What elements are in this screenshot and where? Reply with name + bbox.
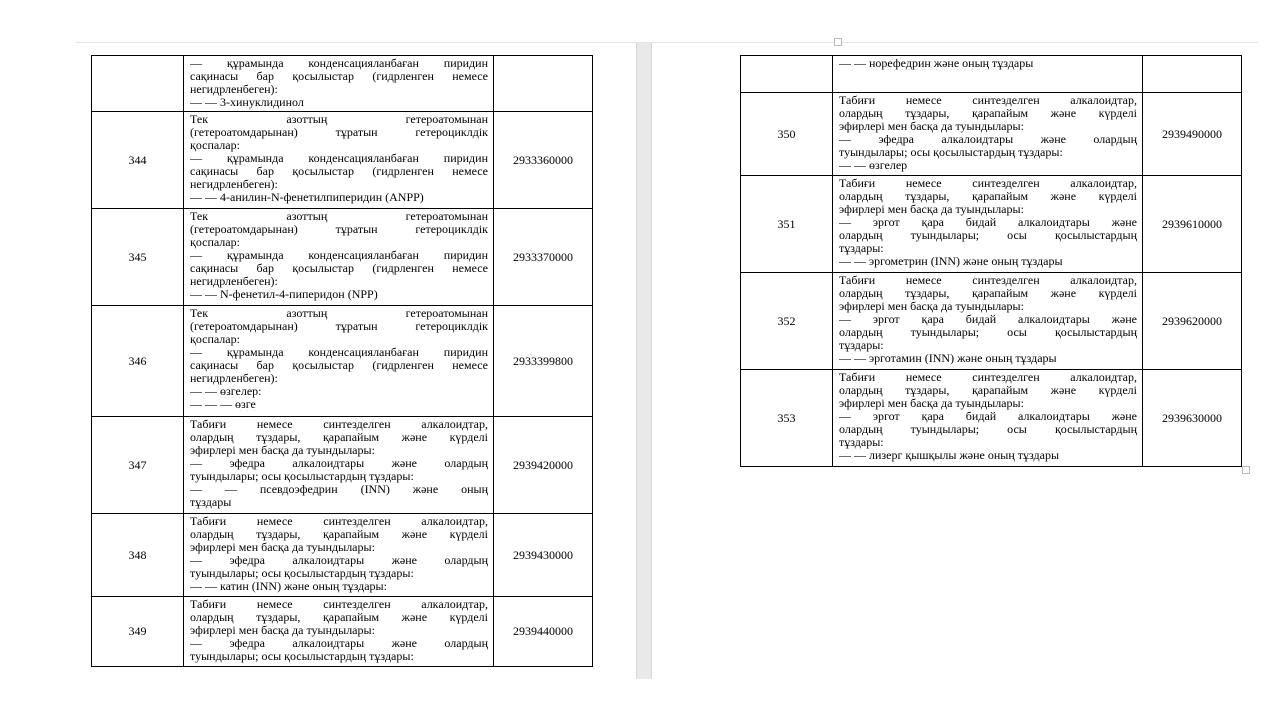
description-line: туындылары; осы қосылыстардың тұздары: [190, 470, 414, 483]
hs-code: 2939490000 [1143, 93, 1242, 176]
row-number: 347 [92, 417, 184, 514]
description-line: Тек азоттың гетероатомынан [190, 113, 488, 126]
description-line: — — катин (INN) және оның тұздары: [190, 580, 387, 593]
description-line: тұздары: [839, 436, 884, 449]
hs-code: 2939610000 [1143, 176, 1242, 273]
table-row [92, 597, 593, 667]
description-line: — құрамында конденсацияланбаған пиридин [190, 249, 488, 262]
hs-code: 2939430000 [494, 514, 593, 597]
description-line: сақинасы бар қосылыстар (гидрленген немесе [190, 165, 488, 178]
hs-code: 2933370000 [494, 209, 593, 306]
spellcheck-underlined-word: өзгелер [869, 159, 908, 172]
description-line: — эфедра алкалоидтары және олардың [190, 457, 488, 470]
description-line: — — өзгелер: [190, 385, 262, 398]
row-number: 348 [92, 514, 184, 597]
description-line: Табиғи немесе синтезделген алкалоидтар, [839, 94, 1137, 107]
description-line: — — — өзге [190, 398, 256, 411]
description-line: туындылары; осы қосылыстардың тұздары: [190, 567, 414, 580]
table-row [741, 176, 1242, 273]
description-line: — — N-фенетил-4-пиперидон (NPP) [190, 288, 378, 301]
description-line: (гетероатомдарынан) тұратын гетероциклдік [190, 320, 488, 333]
description-line: Табиғи немесе синтезделген алкалоидтар, [190, 515, 488, 528]
description-line: (гетероатомдарынан) тұратын гетероциклдік [190, 126, 488, 139]
table-row [92, 514, 593, 597]
description-line: эфирлері мен басқа да туындылары: [839, 120, 1024, 133]
table-row [741, 273, 1242, 370]
row-number: 350 [741, 93, 833, 176]
row-number: 351 [741, 176, 833, 273]
description-line: Табиғи немесе синтезделген алкалоидтар, [839, 274, 1137, 287]
description-line: олардың тұздары, қарапайым және күрделі [839, 287, 1137, 300]
description-line: олардың туындылары; осы қосылыстардың [839, 326, 1137, 339]
description-line: — құрамында конденсацияланбаған пиридин [190, 57, 488, 70]
description-line: сақинасы бар қосылыстар (гидрленген немесе [190, 70, 488, 83]
row-number: 353 [741, 370, 833, 467]
description-line: негидрленбеген): [190, 275, 278, 288]
goods-description[interactable] [833, 56, 1143, 93]
row-number: 344 [92, 112, 184, 209]
description-line: — — өзгелер [839, 159, 908, 172]
goods-description[interactable] [184, 514, 494, 597]
description-line: — эфедра алкалоидтары және олардың [190, 637, 488, 650]
hs-code [1143, 56, 1242, 93]
row-number: 352 [741, 273, 833, 370]
description-line: — — 4-анилин-N-фенетилпиперидин (ANPP) [190, 191, 424, 204]
description-line: эфирлері мен басқа да туындылары: [190, 541, 375, 554]
description-line: — — 3-хинуклидинол [190, 96, 304, 109]
description-line: олардың тұздары, қарапайым және күрделі [190, 528, 488, 541]
table-row [92, 209, 593, 306]
table-row [741, 56, 1242, 93]
table-row [92, 306, 593, 417]
row-number: 346 [92, 306, 184, 417]
description-line: тұздары: [839, 339, 884, 352]
description-line: — эргот қара бидай алкалоидтары және [839, 410, 1137, 423]
hs-code: 2939620000 [1143, 273, 1242, 370]
description-line: олардың тұздары, қарапайым және күрделі [190, 431, 488, 444]
description-line: негидрленбеген): [190, 178, 278, 191]
description-line: қоспалар: [190, 333, 240, 346]
description-line: олардың тұздары, қарапайым және күрделі [839, 107, 1137, 120]
table-row [92, 56, 593, 112]
description-line: эфирлері мен басқа да туындылары: [839, 397, 1024, 410]
left-page-table [91, 55, 593, 667]
description-line: — — псевдоэфедрин (INN) және оның [190, 483, 488, 496]
table-row [741, 370, 1242, 467]
description-line: қоспалар: [190, 139, 240, 152]
row-number [741, 56, 833, 93]
description-line: сақинасы бар қосылыстар (гидрленген немесе [190, 359, 488, 372]
spellcheck-underlined-word: өзге [235, 398, 256, 411]
goods-description[interactable] [184, 209, 494, 306]
description-line: Табиғи немесе синтезделген алкалоидтар, [839, 371, 1137, 384]
goods-description[interactable] [833, 176, 1143, 273]
description-line: олардың туындылары; осы қосылыстардың [839, 229, 1137, 242]
description-line: эфирлері мен басқа да туындылары: [839, 203, 1024, 216]
description-line: — құрамында конденсацияланбаған пиридин [190, 346, 488, 359]
goods-description[interactable] [184, 306, 494, 417]
description-line: эфирлері мен басқа да туындылары: [839, 300, 1024, 313]
description-line: негидрленбеген): [190, 372, 278, 385]
page-top-edge [76, 42, 1258, 43]
description-line: олардың туындылары; осы қосылыстардың [839, 423, 1137, 436]
right-page-table [740, 55, 1242, 467]
goods-description[interactable] [184, 417, 494, 514]
spellcheck-underlined-word: өзгелер [220, 385, 259, 398]
table-move-handle[interactable] [834, 38, 842, 46]
hs-code: 2933399800 [494, 306, 593, 417]
hs-code: 2939440000 [494, 597, 593, 667]
spellcheck-underlined-word: норефедрин және оның тұздары [869, 57, 1034, 70]
description-line: қоспалар: [190, 236, 240, 249]
description-line: Тек азоттың гетероатомынан [190, 210, 488, 223]
description-line: — эфедра алкалоидтары және олардың [839, 133, 1137, 146]
description-line: Табиғи немесе синтезделген алкалоидтар, [190, 598, 488, 611]
row-number: 345 [92, 209, 184, 306]
description-line: олардың тұздары, қарапайым және күрделі [190, 611, 488, 624]
hs-code [494, 56, 593, 112]
table-row [92, 417, 593, 514]
goods-description[interactable] [184, 112, 494, 209]
table-row [741, 93, 1242, 176]
row-number [92, 56, 184, 112]
goods-description[interactable] [184, 56, 494, 112]
row-number: 349 [92, 597, 184, 667]
hs-code: 2939630000 [1143, 370, 1242, 467]
description-line: — эргот қара бидай алкалоидтары және [839, 313, 1137, 326]
goods-description[interactable] [833, 93, 1143, 176]
goods-description[interactable] [833, 370, 1143, 467]
description-line: — эргот қара бидай алкалоидтары және [839, 216, 1137, 229]
description-line: — — лизерг қышқылы және оның тұздары [839, 449, 1060, 462]
description-line: Табиғи немесе синтезделген алкалоидтар, [839, 177, 1137, 190]
hs-code: 2933360000 [494, 112, 593, 209]
table-resize-handle[interactable] [1242, 466, 1250, 474]
description-line: — — эргометрин (INN) және оның тұздары [839, 255, 1063, 268]
description-line: эфирлері мен басқа да туындылары: [190, 624, 375, 637]
description-line: Тек азоттың гетероатомынан [190, 307, 488, 320]
description-line: туындылары; осы қосылыстардың тұздары: [190, 650, 414, 663]
page-gutter [636, 43, 652, 679]
description-line: тұздары: [839, 242, 884, 255]
description-line: туындылары; осы қосылыстардың тұздары: [839, 146, 1063, 159]
table-row [92, 112, 593, 209]
goods-description[interactable] [833, 273, 1143, 370]
description-line: сақинасы бар қосылыстар (гидрленген немесе [190, 262, 488, 275]
description-line: эфирлері мен басқа да туындылары: [190, 444, 375, 457]
description-line: негидрленбеген): [190, 83, 278, 96]
description-line: олардың тұздары, қарапайым және күрделі [839, 190, 1137, 203]
description-line: тұздары [190, 496, 232, 509]
description-line: (гетероатомдарынан) тұратын гетероциклдік [190, 223, 488, 236]
description-line: — эфедра алкалоидтары және олардың [190, 554, 488, 567]
right-table-body [741, 56, 1242, 467]
description-line: — — эрготамин (INN) және оның тұздары [839, 352, 1057, 365]
description-line: олардың тұздары, қарапайым және күрделі [839, 384, 1137, 397]
description-line: Табиғи немесе синтезделген алкалоидтар, [190, 418, 488, 431]
hs-code: 2939420000 [494, 417, 593, 514]
goods-description[interactable] [184, 597, 494, 667]
description-line: — құрамында конденсацияланбаған пиридин [190, 152, 488, 165]
description-line: — — норефедрин және оның тұздары [839, 57, 1034, 70]
left-table-body [92, 56, 593, 667]
